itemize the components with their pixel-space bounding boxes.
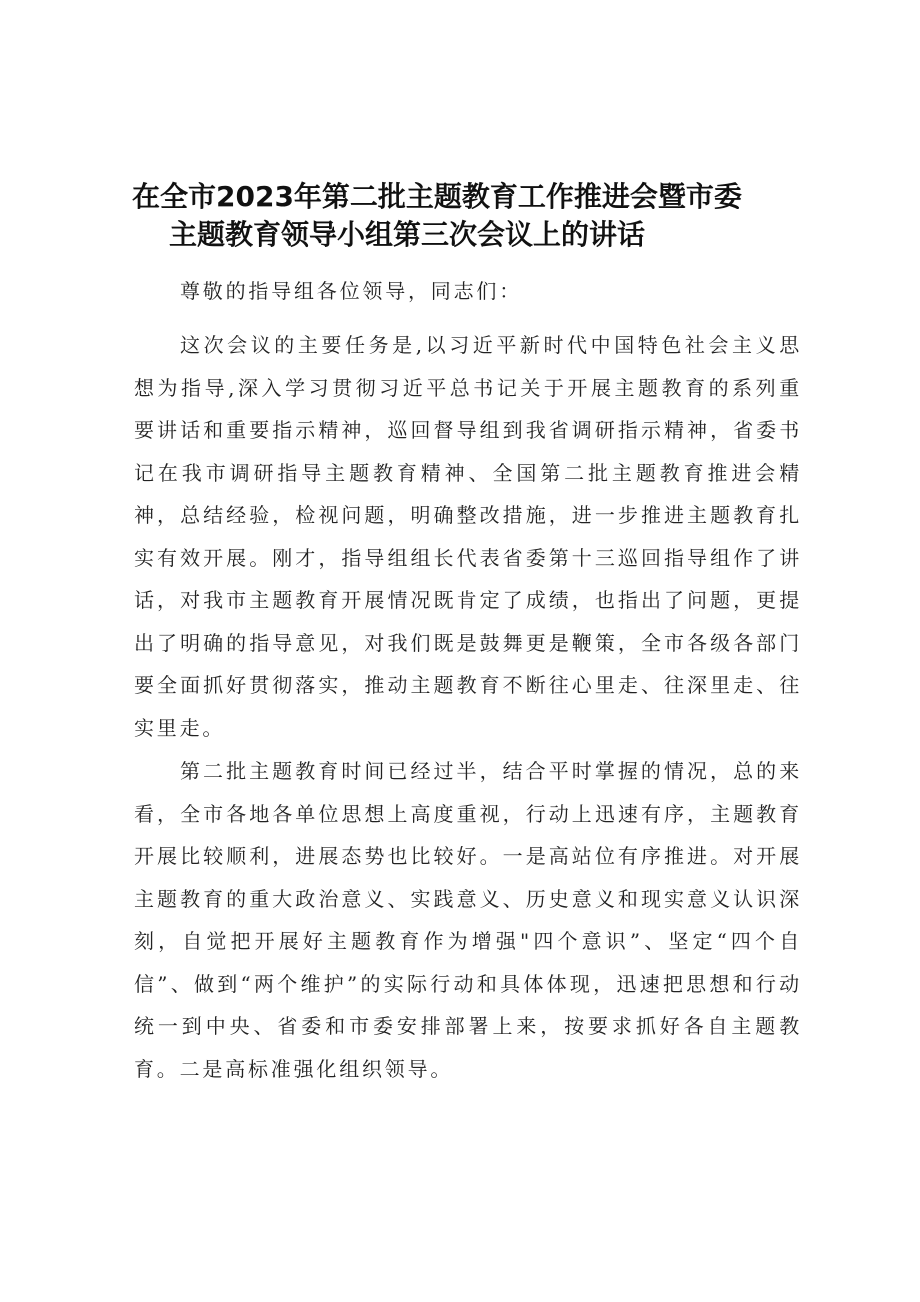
title-line-2: 主题教育领导小组第三次会议上的讲话 — [169, 218, 646, 251]
title-line-1: 在全市2023年第二批主题教育工作推进会暨市委 — [132, 180, 742, 213]
paragraph-1: 这次会议的主要任务是,以习近平新时代中国特色社会主义思想为指导,深入学习贯彻习近平总书记关于开展主题教育的系列重要讲话和重要指示精神，巡回督导组到我省调研指示精神，省委书记在我市调研指导主题教育精神、全国第二批主题教育推进会精神，总结经验，检视问题，明确整改措施，进一步推进主题教育扎实有效开展。刚才，指导组组长代表省委第十三巡回指导组作了讲话，对我市主题教育开展情况既肯定了成绩，也指出了问题，更提出了明确的指导意见，对我们既是鼓舞更是鞭策，全市各级各部门要全面抓好贯彻落实，推动主题教育不断往心里走、往深里走、往实里走。 — [134, 333, 802, 740]
salutation: 尊敬的指导组各位领导，同志们： — [180, 279, 522, 303]
paragraph-2: 第二批主题教育时间已经过半，结合平时掌握的情况，总的来看，全市各地各单位思想上高度重视，行动上迅速有序，主题教育开展比较顺利，进展态势也比较好。一是高站位有序推进。对开展主题教育的重大政治意义、实践意义、历史意义和现实意义认识深刻，自觉把开展好主题教育作为增强"四个意识”、坚定“四个自信”、做到“两个维护”的实际行动和具体体现，迅速把思想和行动统一到中央、省委和市委安排部署上来，按要求抓好各自主题教育。二是高标准强化组织领导。 — [134, 759, 802, 1081]
document-title — [132, 178, 812, 254]
